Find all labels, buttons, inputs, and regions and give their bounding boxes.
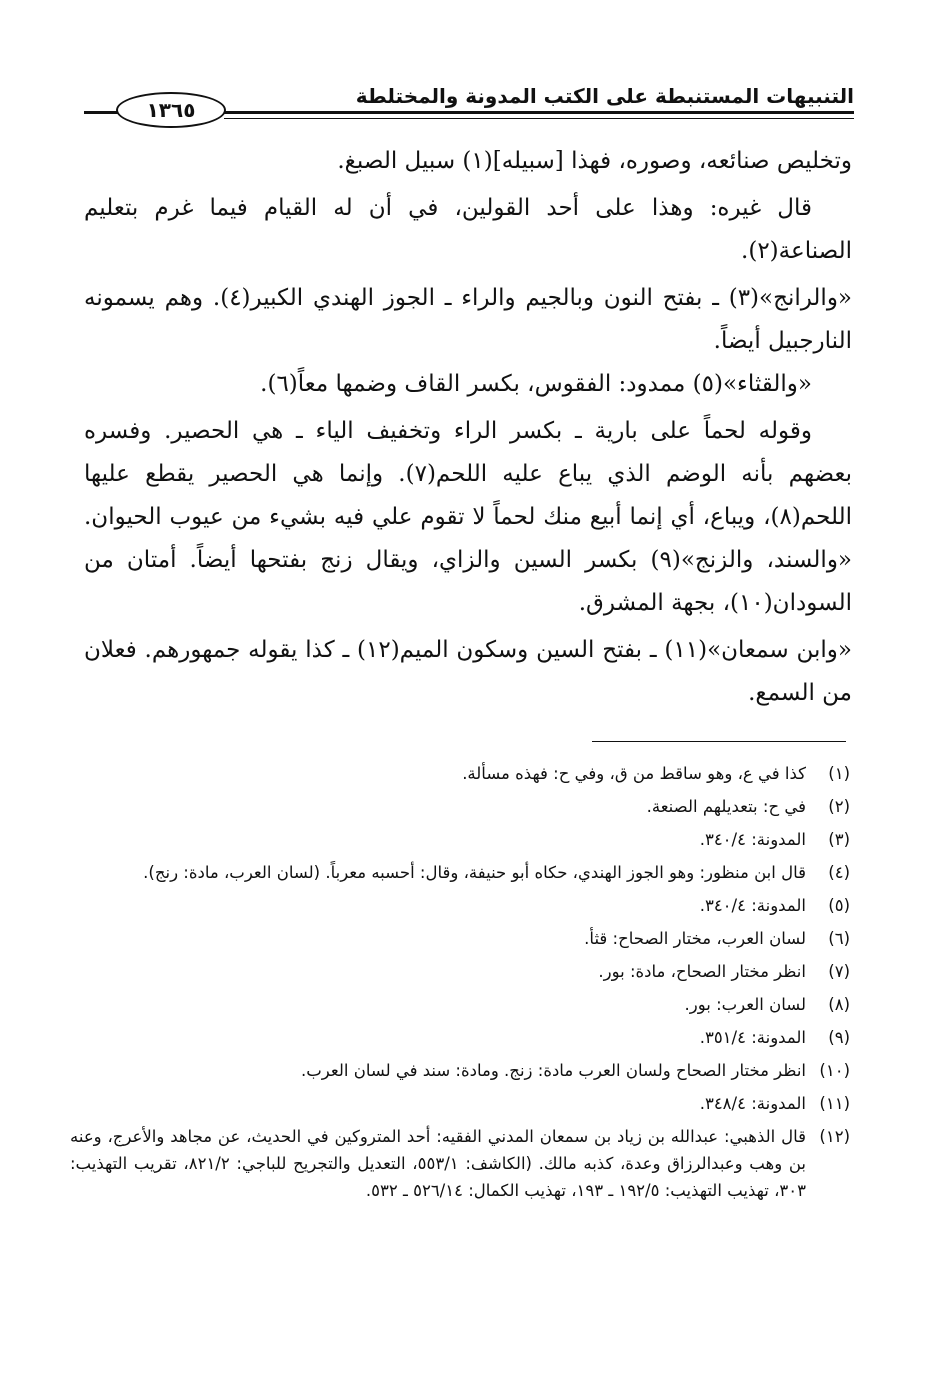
footnote-number: (١): [828, 764, 850, 783]
paragraph: وقوله لحماً على بارية ـ بكسر الراء وتخفيف الياء ـ هي الحصير. وفسره بعضهم بأنه الوضم الذي يباع عليه اللحم(٧). وإنما هي الحصير يقطع عليها اللحم(٨)، ويباع، أي إنما أبيع منك لحماً لا تقوم علي فيه بشيء من عيوب الحيوان. «والسند، والزنج»(٩) بكسر السين والزاي، ويقال زنج بفتحها أيضاً. أمتان من السودان(١٠)، بجهة المشرق.: [84, 418, 852, 616]
footnote: [70, 1123, 850, 1204]
footnote-text: لسان العرب، مختار الصحاح: قثأ.: [584, 929, 806, 948]
paragraph: «والرانج»(٣) ـ بفتح النون وبالجيم والراء ـ الجوز الهندي الكبير(٤). وهم يسمونه النارجبيل أيضاً.: [84, 285, 852, 354]
footnote-number: (٨): [828, 995, 850, 1014]
paragraph: «وابن سمعان»(١١) ـ بفتح السين وسكون الميم(١٢) ـ كذا يقوله جمهورهم. فعلان من السمع.: [84, 637, 852, 706]
paragraph: قال غيره: وهذا على أحد القولين، في أن له القيام فيما غرم بتعليم الصناعة(٢).: [84, 195, 852, 264]
footnote-number: (١٢): [819, 1127, 850, 1146]
footnote: [70, 1057, 850, 1084]
footnote: [70, 1090, 850, 1117]
footnote-text: قال ابن منظور: وهو الجوز الهندي، حكاه أبو حنيفة، وقال: أحسبه معرباً. (لسان العرب، مادة: رنج).: [143, 863, 806, 882]
footnote-text: المدونة: ٣٤٨/٤.: [699, 1094, 806, 1113]
footnote-number: (٦): [828, 929, 850, 948]
footnote: [70, 892, 850, 919]
footnote: [70, 826, 850, 853]
footnote-number: (١١): [819, 1094, 850, 1113]
footnote-number: (٥): [828, 896, 850, 915]
footnote-number: (٢): [828, 797, 850, 816]
footnote: [70, 1024, 850, 1051]
footnote: [70, 793, 850, 820]
footnote-text: انظر مختار الصحاح، مادة: بور.: [598, 962, 806, 981]
running-title: التنبيهات المستنبطة على الكتب المدونة والمختلطة: [355, 84, 854, 108]
paragraph: وتخليص صنائعه، وصوره، فهذا [سبيله](١) سبيل الصبغ.: [337, 148, 852, 174]
footnote-number: (٤): [828, 863, 850, 882]
footnote: [70, 760, 850, 787]
footnote: [70, 958, 850, 985]
footnote-text: قال الذهبي: عبدالله بن زياد بن سمعان المدني الفقيه: أحد المتروكين في الحديث، عن مجاهد والأعرج، وعنه بن وهب وعبدالرزاق وعدة، كذبه مالك. (الكاشف: ٥٥٣/١، التعديل والتجريح للباجي: ٨٢١/٢، تقريب التهذيب: ٣٠٣، تهذيب التهذيب: ١٩٢/٥ ـ ١٩٣، تهذيب الكمال: ٥٢٦/١٤ ـ ٥٣٢.: [70, 1127, 806, 1200]
footnote-text: المدونة: ٣٤٠/٤.: [699, 896, 806, 915]
page-header: [84, 78, 854, 128]
header-rule-thin: [224, 118, 854, 119]
footnote-number: (١٠): [819, 1061, 850, 1080]
footnote-number: (٣): [828, 830, 850, 849]
main-text: [84, 140, 852, 715]
footnote-number: (٩): [828, 1028, 850, 1047]
paragraph: «والقثاء»(٥) ممدود: الفقوس، بكسر القاف وضمها معاً(٦).: [260, 371, 812, 397]
footnote-separator: [592, 741, 846, 742]
footnote-text: المدونة: ٣٤٠/٤.: [699, 830, 806, 849]
footnote: [70, 859, 850, 886]
footnote-number: (٧): [828, 962, 850, 981]
page-number: ١٣٦٥: [116, 92, 226, 128]
footnote-text: لسان العرب: بور.: [684, 995, 806, 1014]
footnotes: [70, 760, 850, 1207]
footnote: [70, 991, 850, 1018]
footnote-text: كذا في ع، وهو ساقط من ق، وفي ح: فهذه مسألة.: [462, 764, 806, 783]
footnote: [70, 925, 850, 952]
footnote-text: في ح: بتعديلهم الصنعة.: [646, 797, 806, 816]
footnote-text: انظر مختار الصحاح ولسان العرب مادة: زنج. ومادة: سند في لسان العرب.: [301, 1061, 806, 1080]
footnote-text: المدونة: ٣٥١/٤.: [699, 1028, 806, 1047]
